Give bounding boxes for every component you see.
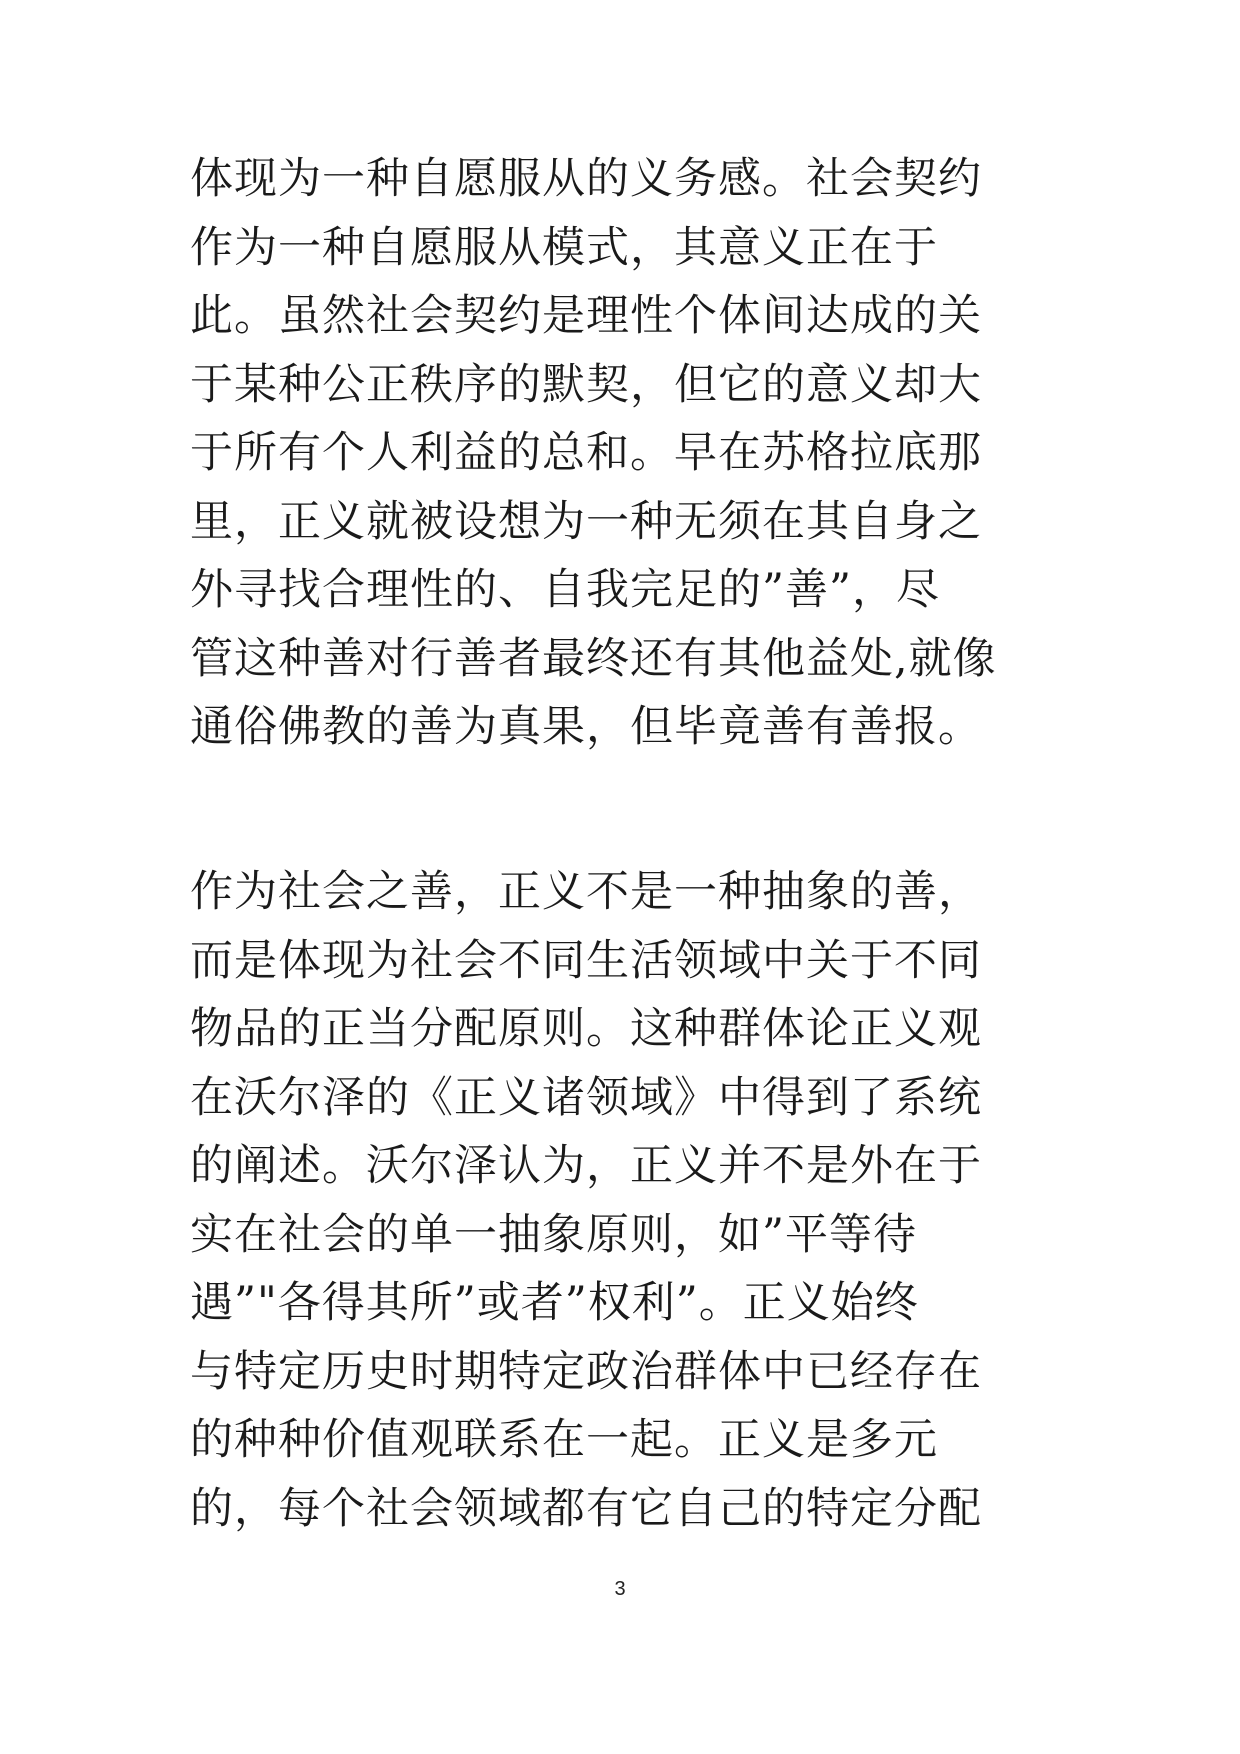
text-line: 实在社会的单一抽象原则，如”平等待 (190, 1209, 917, 1260)
text-line: 在沃尔泽的《正义诸领域》中得到了系统 (190, 1072, 982, 1123)
paragraph-1 (190, 145, 1070, 762)
page-number: 3 (614, 1578, 626, 1600)
text-line: 通俗佛教的善为真果，但毕竟善有善报。 (190, 702, 982, 752)
text-line: 物品的正当分配原则。这种群体论正义观 (190, 1004, 982, 1054)
text-line: 管这种善对行善者最终还有其他益处,就像 (190, 633, 997, 684)
text-line: 的，每个社会领域都有它自己的特定分配 (190, 1483, 982, 1534)
text-line: 体现为一种自愿服从的义务感。社会契约 (190, 154, 982, 204)
text-line: 作为社会之善，正义不是一种抽象的善， (190, 867, 982, 917)
text-line: 里，正义就被设想为一种无须在其自身之 (190, 496, 982, 547)
paragraph-2 (190, 858, 1070, 1543)
text-line: 而是体现为社会不同生活领域中关于不同 (190, 935, 982, 986)
text-line: 于所有个人利益的总和。早在苏格拉底那 (190, 428, 982, 478)
text-line: 的阐述。沃尔泽认为，正义并不是外在于 (190, 1141, 982, 1191)
text-line: 的种种价值观联系在一起。正义是多元 (190, 1415, 938, 1465)
text-line: 作为一种自愿服从模式，其意义正在于 (190, 222, 938, 273)
text-line: 外寻找合理性的、自我完足的”善”，尽 (190, 565, 940, 615)
text-line: 于某种公正秩序的默契，但它的意义却大 (190, 359, 982, 410)
text-line: 遇”"各得其所”或者”权利”。正义始终 (190, 1278, 919, 1328)
text-line: 与特定历史时期特定政治群体中已经存在 (190, 1346, 982, 1397)
text-line: 此。虽然社会契约是理性个体间达成的关 (190, 291, 982, 341)
